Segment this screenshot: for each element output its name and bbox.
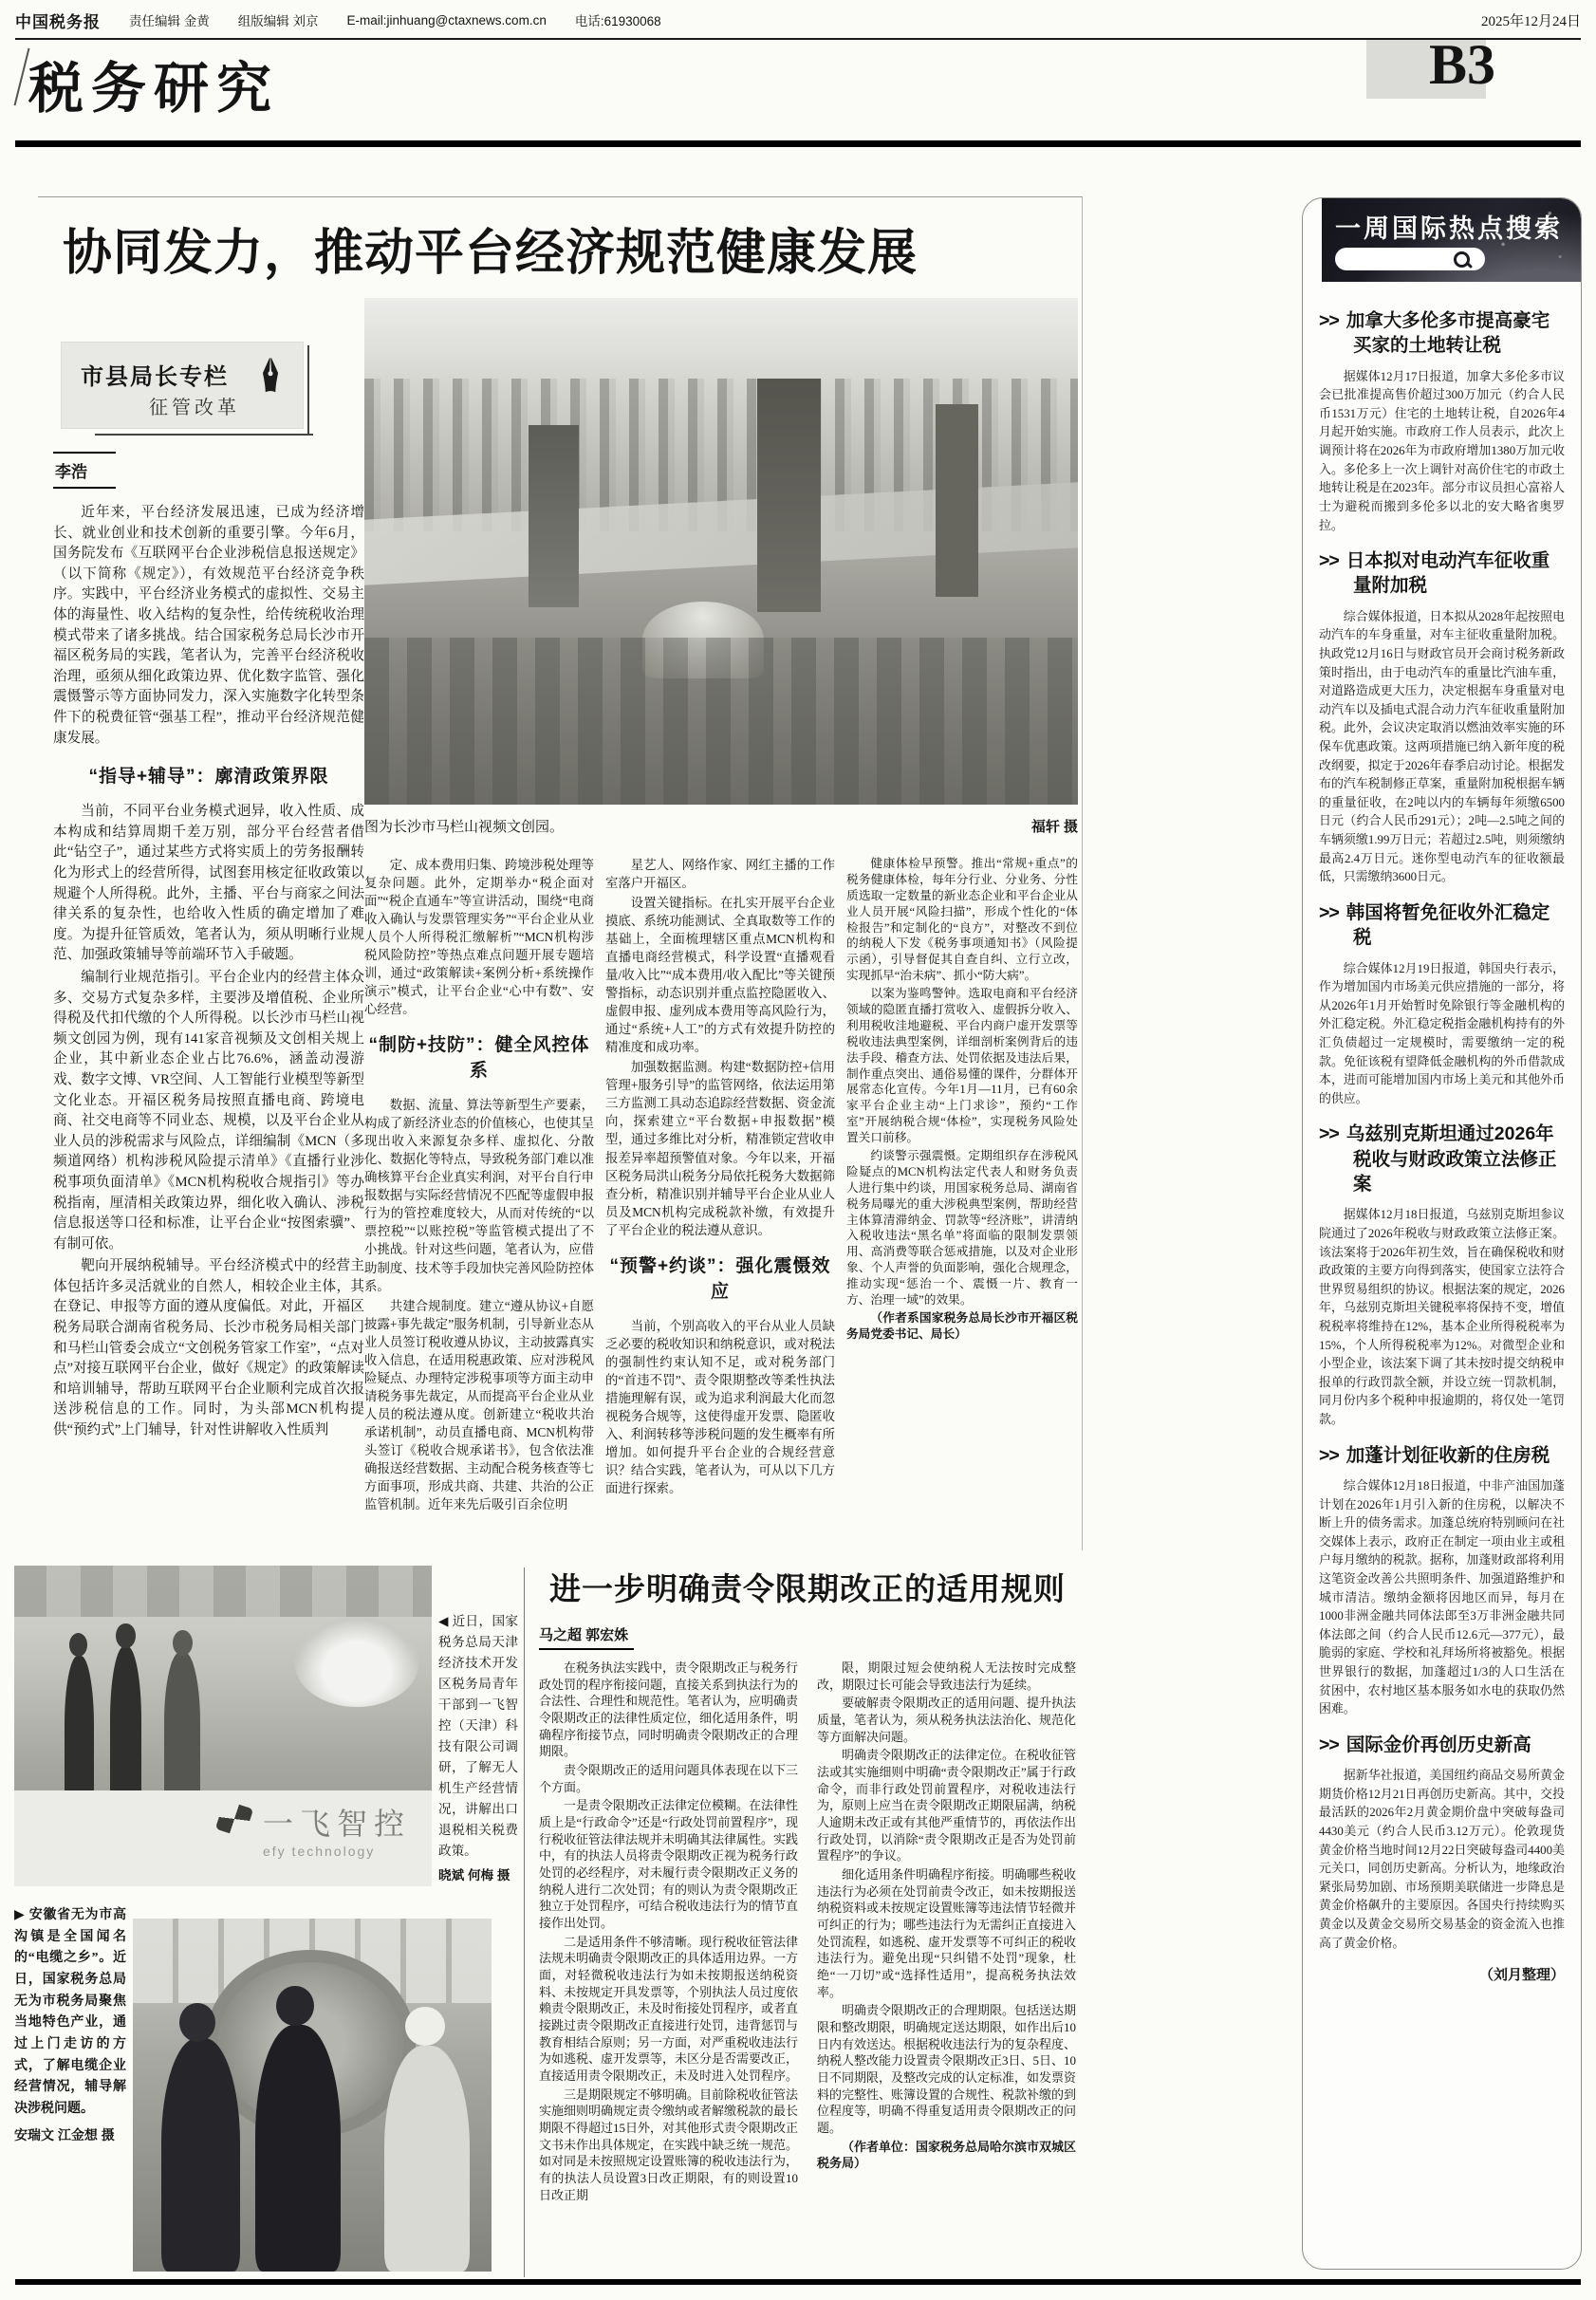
article-column-3: [605, 856, 835, 1541]
paragraph: 加强数据监测。构建“数据防控+信用管理+服务引导”的监管网络，依法运用第三方监测工具动态追踪经营数据、资金流向，探索建立“平台数据+申报数据”模型，通过多维比对分析，精准锁定营收申报差异率超预警值对象。今年以来，开福区税务局洪山税务分局依托税务大数据筛查分析，精准识别并辅导平台企业从业人员及MCN机构完成税款补缴，有效提升了平台企业的税法遵从意识。: [605, 1060, 835, 1237]
paragraph: 一是责令限期改正法律定位模糊。在法律性质上是“行政命令”还是“行政处罚前置程序”，现行税收征管法律法规并未明确其法律属性。实践中，有的执法人员将责令限期改正视为税务行政处罚的必经程序，对未履行责令限期改正义务的纳税人进行二次处罚；有的则认为责令限期改正独立于处罚程序，可结合税收违法行为的情节直接作出处罚。: [539, 1798, 798, 1931]
issue-date: 2025年12月24日: [1480, 13, 1581, 29]
photo2-caption: [14, 1905, 126, 2277]
drone-aircraft: [294, 1617, 419, 1707]
paragraph: 要破解责令限期改正的适用问题、提升执法质量，笔者认为，须从税务执法法治化、规范化等方面解决问题。: [817, 1696, 1076, 1744]
paragraph: 二是适用条件不够清晰。现行税收征管法律法规未明确责令限期改正的具体适用边界。一方面，对轻微税收违法行为如未按期报送纳税资料、未按规定开具发票等，个别执法人员过度依赖责令限期改正，未及时衔接处罚程序，或者直接跳过责令限期改正直接进行处罚，违背惩罚与教育相结合原则；另一方面，对严重税收违法行为如逃税、虚开发票等，未区分是否需要改正，直接适用责令限期改正，未及时进入处罚程序。: [539, 1934, 798, 2084]
bottom-column-a: [539, 1660, 798, 2267]
paragraph: 责令限期改正的适用问题具体表现在以下三个方面。: [539, 1763, 798, 1794]
paragraph: 靶向开展纳税辅导。平台经济模式中的经营主体包括许多灵活就业的自然人，相较企业主体，其在登记、申报等方面的遵从度偏低。对此，开福区税务局联合湖南省税务局、长沙市税务局相关部门和马栏山管委会成立“文创税务管家工作室”，“点对点”对接互联网平台企业，做好《规定》的政策解读和培训辅导，帮助互联网平台企业顺利完成首次报送涉税信息的工作。同时，为头部MCN机构提供“预约式”上门辅导，针对性讲解收入性质判: [53, 1258, 364, 1438]
bottom-column-divider: [524, 1567, 525, 2277]
person-silhouette: [173, 1630, 193, 1656]
paper-name: 中国税务报: [15, 12, 101, 31]
article-column-4: [846, 856, 1078, 1541]
photo-factory-drone: [14, 1566, 432, 1886]
photo-credit: 福轩 摄: [1030, 819, 1078, 835]
logo-text-cn: 一飞智控: [262, 1806, 411, 1841]
sidebar-news-item: [1319, 1443, 1565, 1719]
pen-nib-icon: ✒: [246, 354, 301, 396]
paragraph: 明确责令限期改正的合理期限。包括送达期限和整改期限，明确规定送达期限，如作出后10日内有效送达。根据税收违法行为的复杂程度、纳税人整改能力设置责令限期改正3日、5日、10日不同期限，及整改完成的认定标准，如发票资料的完整性、账簿设置的合规性、税款补缴的到位程度等，明确不得重复适用责令限期改正的问题。: [817, 2003, 1076, 2136]
sidebar-banner: [1322, 198, 1581, 282]
photo-ceiling-beams: [14, 1566, 432, 1617]
chevron-marker: >>: [1319, 901, 1339, 923]
photo-caption-row: [364, 816, 1078, 836]
sidebar-items: [1303, 291, 1581, 1953]
international-news-sidebar: [1302, 197, 1582, 2270]
bottom-column-b: [817, 1660, 1076, 2267]
paragraph: 共建合规制度。建立“遵从协议+自愿披露+事先裁定”服务机制，引导新业态从业人员签订税收遵从协议，主动披露真实收入信息，在适用税惠政策、应对涉税风险疑点、办理特定涉税事项等方面主动申请税务事先裁定，从而提高平台企业从业人员的税法遵从度。创新建立“税收共治承诺机制”，动员直播电商、MCN机构带头签订《税收合规承诺书》，包含依法准确报送经营数据、主动配合税务核查等七方面事项，形成共商、共建、共治的公正监管机制。近年来先后吸引百余位明: [364, 1298, 594, 1512]
person-silhouette: [255, 2025, 342, 2272]
paragraph: 约谈警示强震慑。定期组织存在涉税风险疑点的MCN机构法定代表人和财务负责人进行集中约谈，用国家税务总局、湖南省税务局曝光的重大涉税典型案例，帮助经营主体算清滞纳金、罚款等“经济账”，讲清纳入税收违法“黑名单”将面临的限制发票领用、高消费等联合惩戒措施，以及对企业形象、个人声誉的负面影响，强化合规理念，推动实现“惩治一个、震慑一片、教育一方、治理一域”的效果。: [846, 1149, 1078, 1308]
paragraph: 当前，不同平台业务模式迥异，收入性质、成本构成和结算周期千差万别，部分平台经营者借此“钻空子”，通过某些方式将实质上的劳务报酬转化为形式上的经营所得，试图套用核定征收政策以规避个人所得税。此外，主播、平台与商家之间法律关系的复杂性，也给收入性质的确定增加了难度。为提升征管质效，笔者认为，须从明晰行业规范、加强政策辅导等前端环节入手破题。: [53, 804, 364, 963]
pinwheel-logo-icon: [215, 1800, 253, 1838]
paragraph: 限，期限过短会使纳税人无法按时完成整改，期限过长可能会导致违法行为延续。: [817, 1660, 1076, 1692]
contact-email: E-mail:jinhuang@ctaxnews.com.cn: [346, 12, 547, 28]
paragraph: 在税务执法实践中，责令限期改正与税务行政处罚的程序衔接问题，直接关系到执法行为的合法性、合理性和规范性。笔者认为，应明确责令限期改正的法律性质定位，细化适用条件，明确程序衔接节点，同时明确责令限期改正的合理期限。: [539, 1660, 798, 1759]
author-affiliation-note: （作者系国家税务总局长沙市开福区税务局党委书记、局长）: [846, 1310, 1078, 1341]
sidebar-news-item: [1319, 1733, 1565, 1953]
bottom-headline: 进一步明确责令限期改正的适用规则: [549, 1573, 1066, 1607]
search-bar-graphic: [1335, 248, 1485, 270]
sidebar-news-item: [1319, 1122, 1565, 1429]
subhead-3: “预警+约谈”：强化震慑效应: [609, 1255, 831, 1302]
sidebar-credit: （刘月整理）: [1478, 1967, 1565, 1984]
photo-tower: [529, 425, 579, 607]
search-icon: [1454, 251, 1470, 268]
person-silhouette: [110, 1646, 141, 1809]
subhead-2: “制防+技防”：健全风控体系: [368, 1035, 590, 1082]
section-rule: [15, 140, 1581, 147]
person-silhouette: [164, 1652, 199, 1809]
paragraph: 三是期限规定不够明确。目前除税收征管法实施细则明确规定责令缴纳或者解缴税款的最长期限不得超过15日外，对其他形式责令限期改正文书未作出具体规定，在实践中缺乏统一规范。如对同是未按照规定设置账簿的税收违法行为，有的执法人员设置3日改正期限，有的则设置10日改正期: [539, 2087, 798, 2202]
photo-caption: 图为长沙市马栏山视频文创园。: [364, 820, 565, 835]
section-title: 税务研究: [28, 58, 280, 120]
photo-tower: [936, 404, 978, 597]
sidebar-news-item: [1319, 308, 1565, 535]
chevron-marker: >>: [1319, 1444, 1339, 1466]
bottom-columns: [539, 1660, 1076, 2267]
main-article: [38, 196, 1083, 1550]
person-silhouette: [69, 1633, 87, 1657]
bottom-author-note: （作者单位：国家税务总局哈尔滨市双城区税务局）: [817, 2139, 1076, 2171]
worker-hardhat: [405, 2007, 445, 2046]
person-silhouette: [179, 2003, 215, 2042]
author-name: 李浩: [53, 452, 116, 489]
sidebar-news-item: [1319, 900, 1565, 1109]
paragraph: 综合媒体12月18日报道，中非产油国加蓬计划在2026年1月引入新的住房税，以解决不断上升的债务需求。加蓬总统府特别顾问在社交媒体上表示，政府正在制定一项由业主或租户每月缴纳的税款。据称，加蓬财政部将利用这笔资金改善公共照明条件、加强道路维护和城市清洁。缴纳金额将因地区而异，每月在1000非洲金融共同体法郎至3万非洲金融共同体法郎之间（约合人民币12.6元—377元），最脆弱的家庭、学校和礼拜场所将被豁免。根据世界银行的数据，加蓬超过1/3的人口生活在贫困中，农村地区基本服务如水电的获取仍然困难。: [1319, 1478, 1565, 1716]
paragraph: 星艺人、网络作家、网红主播的工作室落户开福区。: [605, 858, 835, 891]
paragraph: 据媒体12月17日报道，加拿大多伦多市议会已批准提高售价超过300万加元（约合人民币1531万元）住宅的土地转让税，自2026年4月起开始实施。市政府工作人员表示，此次上调预计将在2026年为市政府增加1380万加元收入。多伦多上一次上调针对高价住宅的市政土地转让税是在2023年。部分市议员担心富裕人士为避税而搬到多伦多以北的安大略省奥罗拉。: [1319, 369, 1565, 532]
news-headline: >> 日本拟对电动汽车征收重量附加税: [1319, 550, 1550, 597]
person-silhouette: [116, 1623, 135, 1648]
chief-editor: 责任编辑 金黄: [129, 14, 210, 28]
bottom-byline: 马之超 郭宏姝: [539, 1624, 634, 1650]
paragraph: 细化适用条件明确程序衔接。明确哪些税收违法行为必须在处罚前责令改正，如未按期报送纳税资料或未按规定设置账簿等违法情节轻微并可纠正的行为；哪些违法行为无需纠正直接进入处罚流程，如逃税、虚开发票等不可纠正的税收违法行为。避免出现“只纠错不处罚”现象，杜绝“一刀切”或“选择性适用”，提高税务执法效率。: [817, 1867, 1076, 1999]
logo-text-en: efy technology: [262, 1843, 376, 1859]
photo2-credit: 安瑞文 江金想 摄: [14, 2126, 115, 2142]
masthead-rule: [15, 38, 1581, 40]
news-headline: >> 国际金价再创历史新高: [1319, 1734, 1531, 1755]
paragraph: 据媒体12月18日报道，乌兹别克斯坦参议院通过了2026年税收与财政政策立法修正案。该法案将于2026年初生效，旨在确保税收和财政政策的主要方向得到落实，使国家立法符合世界贸易组织的协议。根据法案的规定，2026年，乌兹别克斯坦关键税率将保持不变，增值税税率将维持在12%，基本企业所得税税率为15%，个人所得税税率为12%。对微型企业和小型企业，该法案下调了其未按时提交纳税申报单的行政罚款全额，并设立统一罚款机制，同月份内多个税种申报逾期的，将仅处一笔罚款。: [1319, 1208, 1565, 1427]
news-headline: >> 乌兹别克斯坦通过2026年税收与财政政策立法修正案: [1319, 1123, 1557, 1195]
paragraph: 编制行业规范指引。平台企业内的经营主体众多、交易方式复杂多样，主要涉及增值税、企业所得税及代扣代缴的个人所得税。以长沙市马栏山视频文创园为例，现有141家音视频及文创相关规上企业，其中新业态企业占比76.6%，涵盖动漫游戏、数字文博、VR空间、人工智能行业模型等新型文化业态。开福区税务局按照直播电商、跨境电商、社交电商等不同业态、规模，以及平台企业从业人员的涉税需求与风险点，详细编制《MCN（多频道网络）机构涉税风险提示清单》《直播行业涉税事项负面清单》《MCN机构税收合规指引》等办税指南，厘清相关政策边界，细化收入确认、涉税信息报送等口径和标准，让平台企业“按图索骥”、有制可依。: [53, 969, 364, 1252]
person-silhouette: [161, 2038, 240, 2272]
paragraph: 数据、流量、算法等新型生产要素，构成了新经济业态的价值核心，也使其呈现出收入来源复杂多样、虚拟化、分散化、数据化等特点，导致税务部门难以准确核算平台企业真实利润，对平台自行申报数据与实际经营情况不匹配等虚假申报行为的管控难度较大，从而对传统的“以票控税”“以账控税”等监管模式提出了不小挑战。针对这些问题，笔者认为，应借助制度、技术等手段加快完善风险防控体系。: [364, 1098, 594, 1293]
badge-divider-bar: [307, 345, 309, 435]
photo1-caption: [438, 1611, 518, 1888]
paragraph: 设置关键指标。在扎实开展平台企业摸底、系统功能测试、全真取数等工作的基础上，全面梳理辖区重点MCN机构和直播电商经营模式，科学设置“直播观看量/收入比”“成本费用/收入配比”等关键预警指标，动态识别并重点监控隐匿收入、虚假申报、虚列成本费用等高风险行为，通过“系统+人工”的方式有效提升防控的精准度和成功率。: [605, 896, 835, 1055]
paragraph: 综合媒体12月19日报道，韩国央行表示，作为增加国内市场美元供应措施的一部分，将从2026年1月开始暂时免除银行等金融机构的外汇稳定税。外汇稳定税指金融机构持有的外汇负债超过一定规模时，需要缴纳一定的税款。免征该税有望降低金融机构的外币借款成本，进而可能增加国内市场上美元和其他外币的供应。: [1319, 961, 1565, 1105]
person-silhouette: [276, 1986, 314, 2027]
photo-tower: [757, 379, 822, 612]
badge-title: 市县局长专栏: [81, 364, 229, 390]
display-base: [14, 1790, 432, 1886]
chevron-marker: >>: [1319, 310, 1339, 331]
paragraph: 据新华社报道，美国纽约商品交易所黄金期货价格12月21日再创历史新高。其中，交投最活跃的2026年2月黄金期价盘中突破每盎司4430美元（约合人民币3.12万元）。伦敦现货黄金价格当地时间12月22日突破每盎司4400美元关口，同创历史新高。分析认为，地缘政治紧张局势加剧、市场预期美联储进一步降息是黄金价格飙升的主要原因。各国央行持续购买黄金以及黄金交易所交易基金的资金流入也推高了黄金价格。: [1319, 1769, 1565, 1950]
paragraph: 近年来，平台经济发展迅速，已成为经济增长、就业创业和技术创新的重要引擎。今年6月，国务院发布《互联网平台企业涉税信息报送规定》（以下简称《规定》），有效规范平台经济竞争秩序。实践中，平台经济业务模式的虚拟性、交易主体的海量性、收入结构的复杂性，给传统税收治理模式带来了诸多挑战。结合国家税务总局长沙市开福区税务局的实践，笔者认为，完善平台经济税收治理，亟须从细化政策边界、优化数字监管、强化震慑警示等方面协同发力，深入实施数字化转型条件下的税费征管“强基工程”，推动平台经济规范健康发展。: [53, 505, 364, 746]
news-headline: >> 韩国将暂免征收外汇稳定税: [1319, 901, 1550, 949]
photo-foreground: [364, 638, 1078, 805]
paragraph: 综合媒体报道，日本拟从2028年起按照电动汽车的车身重量，对车主征收重量附加税。执政党12月16日与财政官员开会商讨税务新政策时指出，由于电动汽车的重量比汽油车重，对道路造成更大压力，决定根据车身重量对电动汽车以及插电式混合动力汽车征收重量附加税。此外，会议决定取消以燃油效率实施的环保车优惠政策。这两项措施已纳入新年度的税改纲要，拟定于2026年春季启动讨论。根据发布的汽车税制修正草案，重量附加税根据车辆的重量征收，在2吨以内的车辆每年须缴6500日元（约合人民币291元）；2吨—2.5吨之间的车辆须缴1.99万日元；若超过2.5吨，则须缴纳最高2.4万日元。迷你型电动汽车的征收额最低，只需缴纳3600日元。: [1319, 609, 1565, 884]
person-silhouette: [65, 1656, 94, 1809]
chevron-marker: >>: [1319, 550, 1339, 572]
paragraph: 明确责令限期改正的法律定位。在税收征管法或其实施细则中明确“责令限期改正”属于行政命令，而非行政处罚前置程序，对税收违法行为，原则上应当在责令限期改正期限届满，纳税人逾期未改正或有其他严重情节的，再依法作出行政处罚，以消除“责令限期改正是否为处罚前置程序”的争议。: [817, 1748, 1076, 1864]
caption-text: ▶ 安徽省无为市高沟镇是全国闻名的“电缆之乡”。近日，国家税务总局无为市税务局聚焦当地特色产业，通过上门走访的方式，了解电缆企业经营情况，辅导解决涉税问题。: [14, 1908, 126, 2117]
sidebar-banner-title: 一周国际热点搜索: [1335, 214, 1563, 243]
badge-underline: [95, 434, 313, 436]
page-bottom-rule: [15, 2279, 1581, 2285]
paragraph: 健康体检早预警。推出“常规+重点”的税务健康体检，每年分行业、分业务、分性质选取一定数量的新业态企业和平台企业从业人员开展“风险扫描”，形成个性化的“体检报告”和定制化的“良方”，对整改不到位的纳税人下发《税务事项通知书》（风险提示函），引导督促其自查自纠、立行立改，实现抓早“治未病”、抓小“防大病”。: [846, 857, 1078, 983]
subhead-1: “指导+辅导”：廓清政策界限: [88, 767, 329, 788]
article-column-2: [364, 856, 594, 1541]
section-tick-decoration: [14, 48, 30, 106]
badge-subtitle: 征管改革: [149, 398, 240, 418]
page-number: B3: [1429, 33, 1496, 96]
news-headline: >> 加拿大多伦多市提高豪宅买家的土地转让税: [1319, 310, 1550, 357]
company-logo: [263, 1800, 411, 1861]
layout-editor: 组版编辑 刘京: [237, 14, 319, 28]
masthead: [15, 8, 1581, 32]
bottom-article: [539, 1561, 1076, 2278]
photo-city-aerial: [364, 298, 1078, 805]
paragraph: 定、成本费用归集、跨境涉税处理等复杂问题。此外，定期举办“税企面对面”“税企直通车”等宣讲活动，围绕“电商收入确认与发票管理实务”“平台企业从业人员个人所得税汇缴解析”“MCN机构涉税风险防控”等热点难点问题开展专题培训，通过“政策解读+案例分析+系统操作演示”模式，让平台企业“心中有数”、安心经营。: [364, 858, 594, 1017]
chevron-marker: >>: [1319, 1123, 1339, 1145]
sidebar-news-item: [1319, 548, 1565, 887]
photo1-credit: 晓斌 何梅 摄: [438, 1868, 510, 1883]
worker-silhouette: [384, 2046, 471, 2272]
article-column-1: [53, 503, 364, 1537]
paragraph: 以案为鉴鸣警钟。选取电商和平台经济领域的隐匿直播打赏收入、虚假拆分收入、利用税收洼地避税、平台内商户虚开发票等税收违法典型案例，详细剖析案例背后的违法手段、稽查方法、处罚依据及违法后果，制作重点突出、通俗易懂的课件，分群体开展常态化宣传。今年1月—11月，已有60余家平台企业主动“上门求诊”，预约“工作室”开展纳税合规“体检”，实现税务风险处置关口前移。: [846, 987, 1078, 1145]
contact-phone: 电话:61930068: [574, 14, 661, 28]
photo-factory-cable: [133, 1919, 492, 2272]
chevron-marker: >>: [1319, 1734, 1339, 1755]
paragraph: 当前，个别高收入的平台从业人员缺乏必要的税收知识和纳税意识，或对税法的强制性约束认知不足，或对税务部门的“首违不罚”、责令限期整改等柔性执法措施理解有误，或为追求利润最大化而忽视税务合规等，这使得虚开发票、隐匿收入、利润转移等涉税问题的发生概率有所增加。如何提升平台企业的合规经营意识？结合实践，笔者认为，可从以下几方面进行探索。: [605, 1318, 835, 1495]
caption-text: ◀ 近日，国家税务总局天津经济技术开发区税务局青年干部到一飞智控（天津）科技有限公司调研，了解无人机生产经营情况，讲解出口退税相关税费政策。: [438, 1614, 518, 1859]
main-headline: 协同发力，推动平台经济规范健康发展: [63, 227, 919, 281]
news-headline: >> 加蓬计划征收新的住房税: [1319, 1444, 1550, 1466]
column-badge: [61, 342, 304, 429]
